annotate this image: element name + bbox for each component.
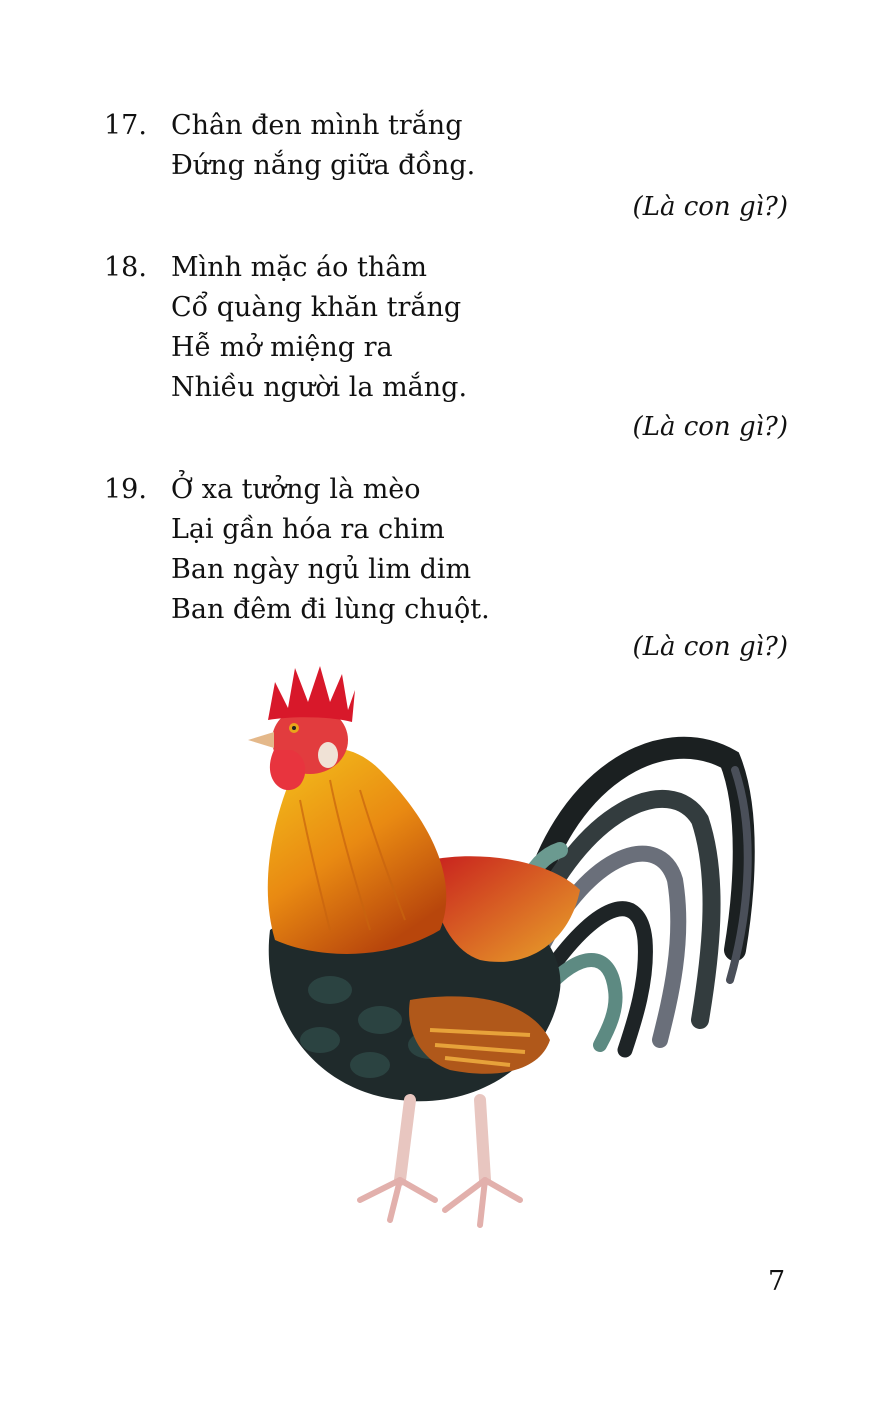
- riddle-verse: [171, 470, 490, 630]
- page-number: 7: [768, 1266, 786, 1297]
- riddle-number: 17.: [104, 110, 147, 141]
- rooster-illustration: [230, 660, 760, 1240]
- riddle-verse: [171, 248, 467, 408]
- riddle-question: (Là con gì?): [632, 632, 788, 662]
- riddle-question: (Là con gì?): [632, 192, 788, 222]
- riddle-17: [104, 106, 788, 236]
- riddle-number: 19.: [104, 474, 147, 505]
- verse-line: Ban ngày ngủ lim dim: [171, 554, 472, 585]
- verse-line: Mình mặc áo thâm: [171, 252, 427, 283]
- rooster-comb: [268, 666, 355, 722]
- verse-line: Ở xa tưởng là mèo: [171, 474, 421, 505]
- verse-line: Lại gần hóa ra chim: [171, 514, 445, 545]
- rooster-feet: [360, 1180, 520, 1225]
- verse-line: Đứng nắng giữa đồng.: [171, 150, 476, 181]
- verse-line: Hễ mở miệng ra: [171, 332, 393, 363]
- verse-line: Chân đen mình trắng: [171, 110, 463, 141]
- riddle-question: (Là con gì?): [632, 412, 788, 442]
- riddle-number: 18.: [104, 252, 147, 283]
- riddle-verse: [171, 106, 475, 186]
- rooster-wattle: [270, 750, 305, 790]
- verse-line: Cổ quàng khăn trắng: [171, 292, 462, 323]
- verse-line: Ban đêm đi lùng chuột.: [171, 594, 490, 625]
- rooster-beak: [248, 732, 274, 748]
- rooster-legs: [400, 1100, 485, 1180]
- riddle-19: [104, 470, 788, 670]
- verse-line: Nhiều người la mắng.: [171, 372, 468, 403]
- riddle-18: [104, 248, 788, 448]
